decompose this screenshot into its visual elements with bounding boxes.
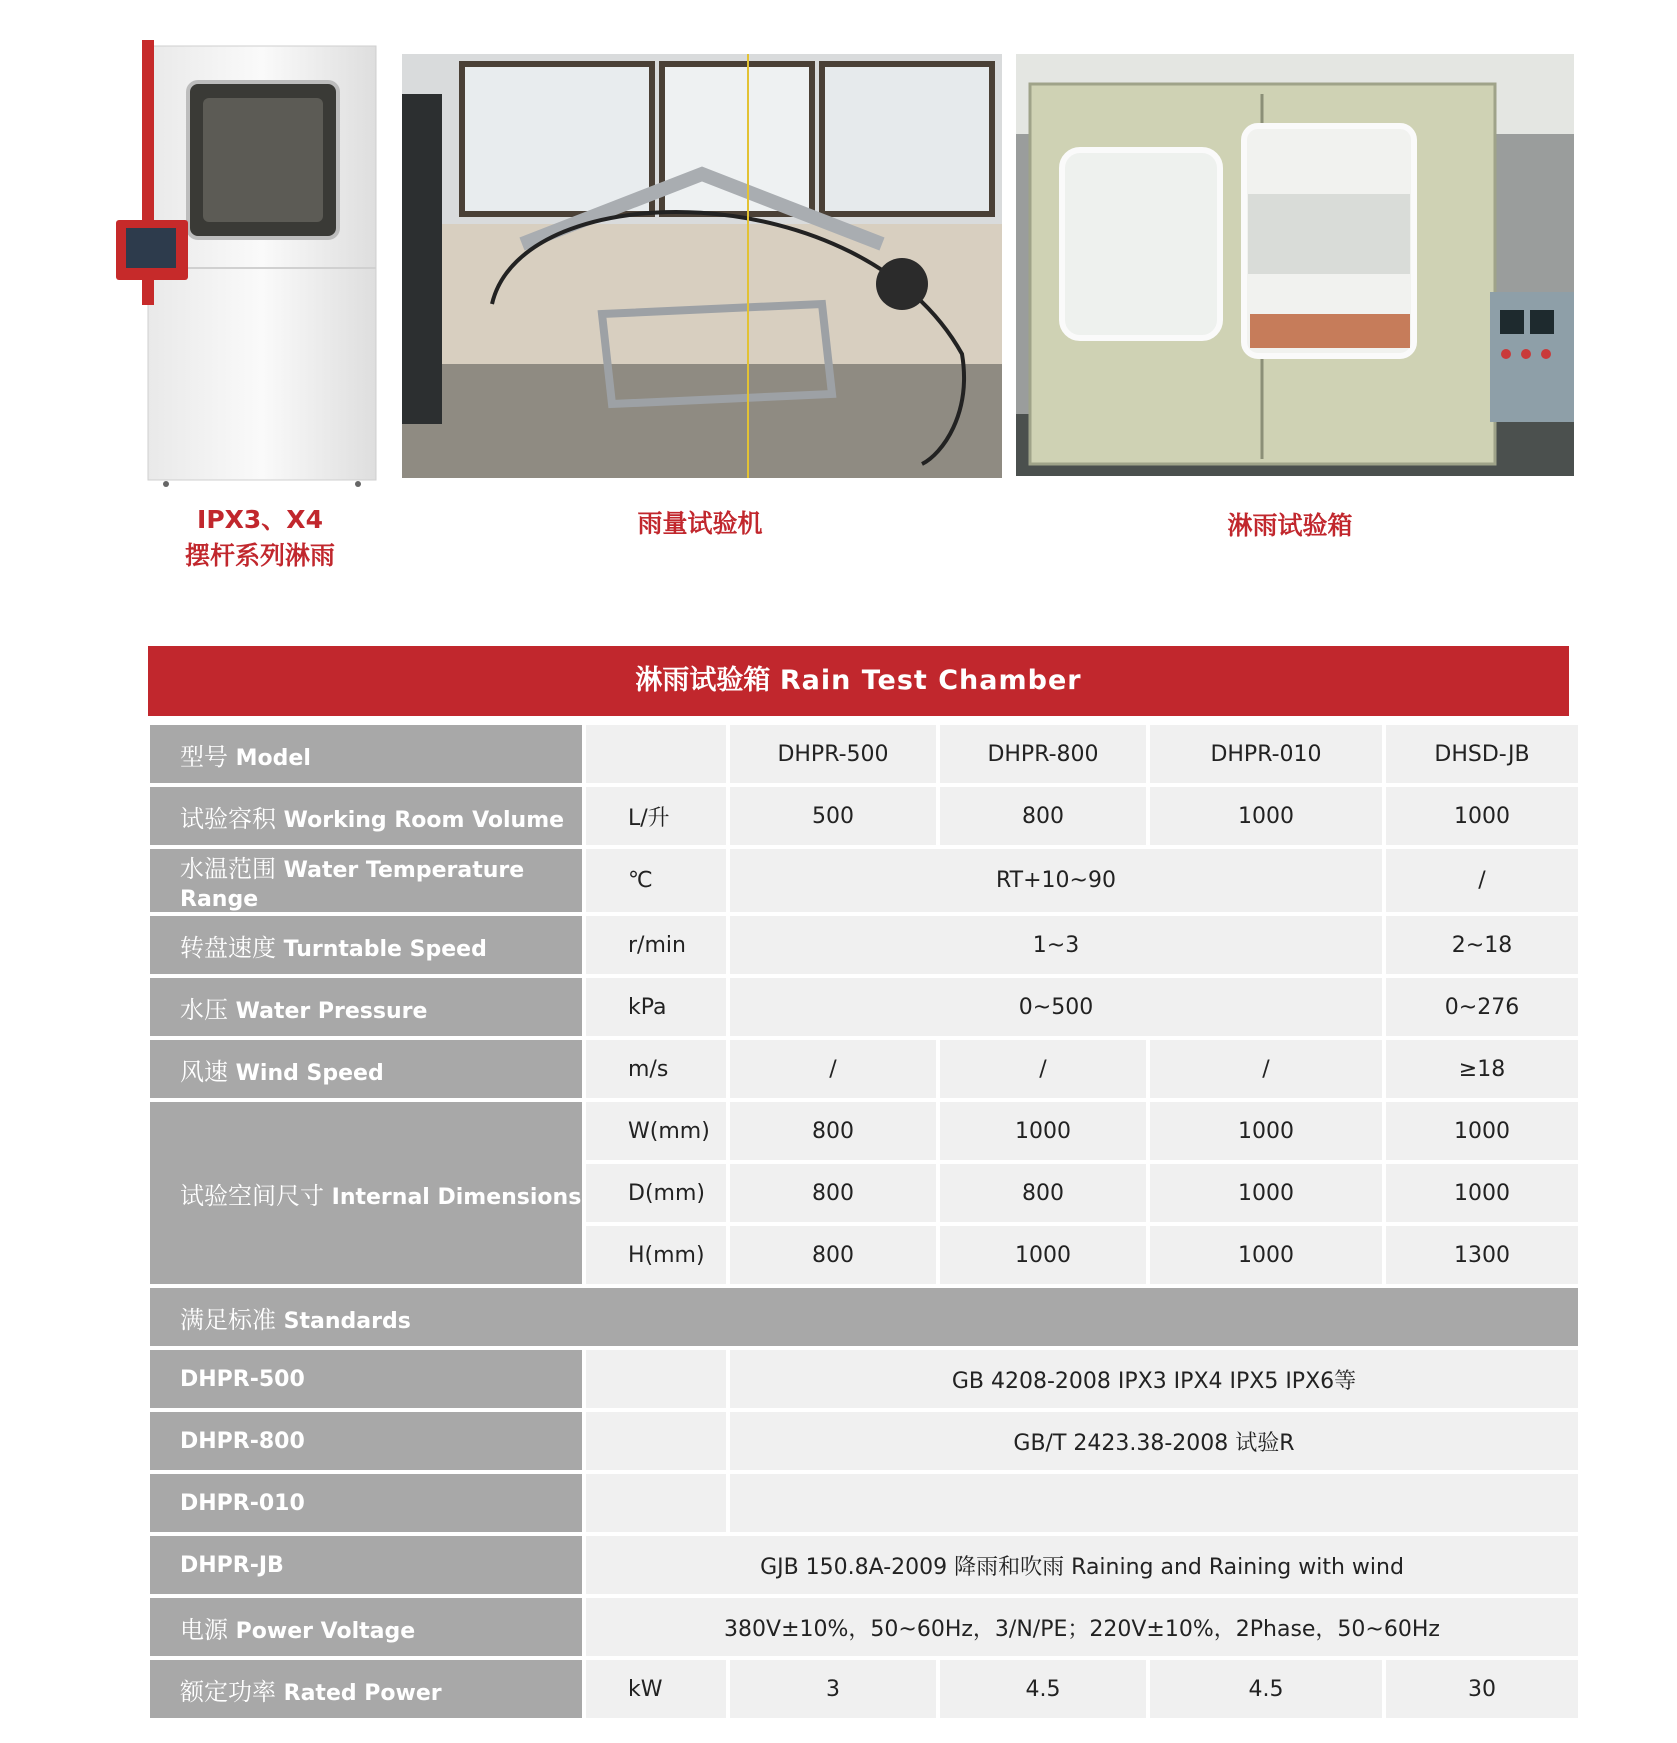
unit-cell: r/min bbox=[586, 916, 726, 974]
banner-title-cn: 淋雨试验箱 bbox=[635, 665, 771, 696]
value-cell: 800 bbox=[940, 1164, 1146, 1222]
table-row bbox=[150, 1288, 1578, 1346]
caption-rain-chamber: 淋雨试验箱 bbox=[1227, 511, 1353, 540]
value-cell: 3 bbox=[730, 1660, 936, 1718]
value-cell: 800 bbox=[730, 1102, 936, 1160]
unit-cell bbox=[586, 725, 726, 783]
value-cell: ≥18 bbox=[1386, 1040, 1578, 1098]
row-label-standards: 满足标准 Standards bbox=[150, 1288, 1578, 1346]
value-cell: / bbox=[1386, 849, 1578, 912]
table-row bbox=[150, 978, 1578, 1036]
unit-cell: kPa bbox=[586, 978, 726, 1036]
value-cell: / bbox=[1150, 1040, 1382, 1098]
value-cell-shared: 1~3 bbox=[730, 916, 1382, 974]
value-cell-shared: 0~500 bbox=[730, 978, 1382, 1036]
caption-swing-pipe bbox=[140, 502, 380, 574]
std-model-label: DHPR-010 bbox=[150, 1474, 582, 1532]
value-cell: 1000 bbox=[1386, 1102, 1578, 1160]
value-cell: 1000 bbox=[940, 1102, 1146, 1160]
unit-cell bbox=[586, 1412, 726, 1470]
row-label-wind: 风速 Wind Speed bbox=[150, 1040, 582, 1098]
value-cell: 800 bbox=[940, 787, 1146, 845]
photo-rain-machine bbox=[402, 54, 1002, 478]
unit-cell bbox=[586, 1350, 726, 1408]
value-cell: 1300 bbox=[1386, 1226, 1578, 1284]
table-row bbox=[150, 1536, 1578, 1594]
row-label-water-temp: 水温范围 Water Temperature Range bbox=[150, 849, 582, 912]
value-cell: 1000 bbox=[1386, 787, 1578, 845]
value-cell: 4.5 bbox=[1150, 1660, 1382, 1718]
value-cell: 2~18 bbox=[1386, 916, 1578, 974]
value-cell: 1000 bbox=[1150, 1164, 1382, 1222]
value-cell: 1000 bbox=[1386, 1164, 1578, 1222]
row-label-pressure: 水压 Water Pressure bbox=[150, 978, 582, 1036]
row-label-turntable: 转盘速度 Turntable Speed bbox=[150, 916, 582, 974]
value-cell-shared: RT+10~90 bbox=[730, 849, 1382, 912]
value-cell: 1000 bbox=[1150, 787, 1382, 845]
spec-table bbox=[146, 721, 1582, 1722]
model-cell: DHPR-800 bbox=[940, 725, 1146, 783]
model-cell: DHPR-500 bbox=[730, 725, 936, 783]
table-row bbox=[150, 787, 1578, 845]
unit-cell: L/升 bbox=[586, 787, 726, 845]
value-cell: / bbox=[730, 1040, 936, 1098]
table-row bbox=[150, 1040, 1578, 1098]
caption-swing-pipe-line1: IPX3、X4 bbox=[197, 505, 323, 534]
value-cell: / bbox=[940, 1040, 1146, 1098]
table-banner bbox=[148, 646, 1569, 716]
std-model-label: DHPR-500 bbox=[150, 1350, 582, 1408]
value-cell: 800 bbox=[730, 1226, 936, 1284]
std-model-label: DHPR-JB bbox=[150, 1536, 582, 1594]
row-label-volume: 试验容积 Working Room Volume bbox=[150, 787, 582, 845]
std-text-cell: GJB 150.8A-2009 降雨和吹雨 Raining and Raining with wind bbox=[586, 1536, 1578, 1594]
row-label-model: 型号 Model bbox=[150, 725, 582, 783]
model-cell: DHSD-JB bbox=[1386, 725, 1578, 783]
table-row bbox=[150, 1412, 1578, 1470]
photo-swing-pipe-chamber bbox=[108, 36, 380, 496]
row-label-rated-power: 额定功率 Rated Power bbox=[150, 1660, 582, 1718]
value-cell: 4.5 bbox=[940, 1660, 1146, 1718]
photo-rain-test-chamber bbox=[1016, 54, 1574, 476]
table-row bbox=[150, 1350, 1578, 1408]
std-text-cell: GB/T 2423.38-2008 试验R bbox=[730, 1412, 1578, 1470]
unit-cell: H(mm) bbox=[586, 1226, 726, 1284]
banner-title-en: Rain Test Chamber bbox=[779, 665, 1082, 696]
table-row bbox=[150, 725, 1578, 783]
model-cell: DHPR-010 bbox=[1150, 725, 1382, 783]
unit-cell: kW bbox=[586, 1660, 726, 1718]
table-row bbox=[150, 1102, 1578, 1160]
table-row bbox=[150, 1660, 1578, 1718]
caption-rain-machine: 雨量试验机 bbox=[637, 509, 763, 538]
std-text-cell: GB 4208-2008 IPX3 IPX4 IPX5 IPX6等 bbox=[730, 1350, 1578, 1408]
table-row bbox=[150, 916, 1578, 974]
value-cell: 1000 bbox=[1150, 1226, 1382, 1284]
unit-cell: ℃ bbox=[586, 849, 726, 912]
row-label-power-voltage: 电源 Power Voltage bbox=[150, 1598, 582, 1656]
value-cell: 500 bbox=[730, 787, 936, 845]
value-cell: 0~276 bbox=[1386, 978, 1578, 1036]
value-cell: 800 bbox=[730, 1164, 936, 1222]
table-row bbox=[150, 1474, 1578, 1532]
caption-swing-pipe-line2: 摆杆系列淋雨 bbox=[184, 541, 335, 570]
value-cell-shared: 380V±10%，50~60Hz，3/N/PE；220V±10%，2Phase，50~60Hz bbox=[586, 1598, 1578, 1656]
value-cell: 1000 bbox=[1150, 1102, 1382, 1160]
std-model-label: DHPR-800 bbox=[150, 1412, 582, 1470]
row-label-dimensions: 试验空间尺寸 Internal Dimensions bbox=[150, 1102, 582, 1284]
value-cell: 30 bbox=[1386, 1660, 1578, 1718]
unit-cell: m/s bbox=[586, 1040, 726, 1098]
value-cell: 1000 bbox=[940, 1226, 1146, 1284]
table-row bbox=[150, 1598, 1578, 1656]
unit-cell bbox=[586, 1474, 726, 1532]
unit-cell: W(mm) bbox=[586, 1102, 726, 1160]
table-row bbox=[150, 849, 1578, 912]
unit-cell: D(mm) bbox=[586, 1164, 726, 1222]
std-text-cell bbox=[730, 1474, 1578, 1532]
